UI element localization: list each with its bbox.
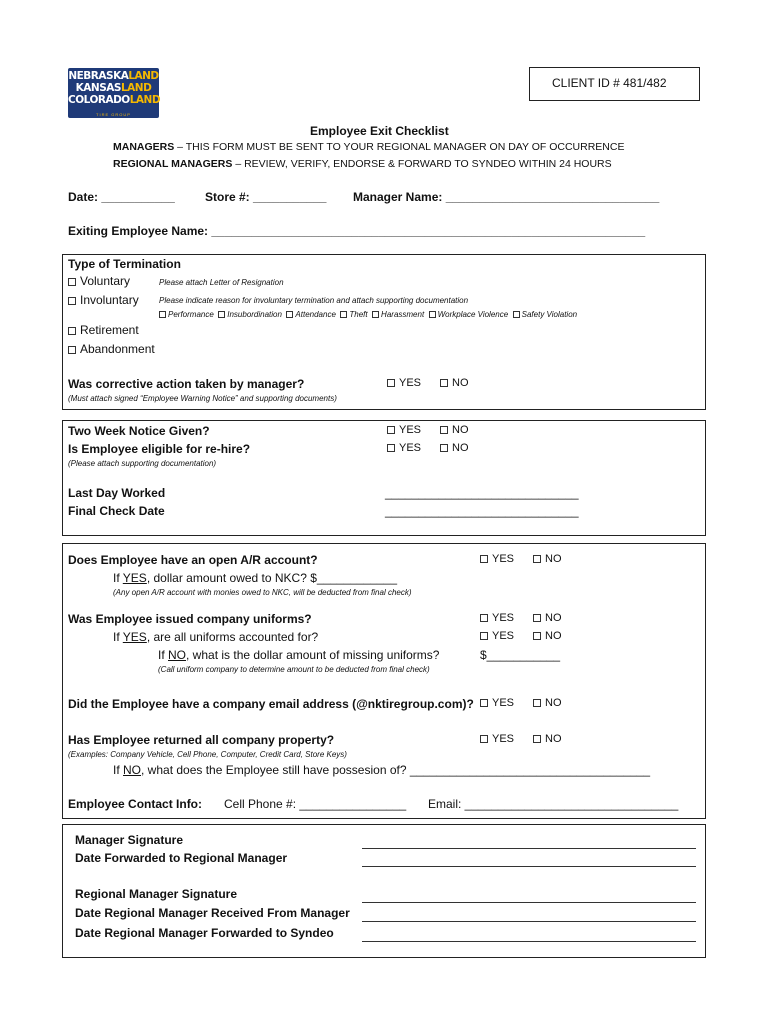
termination-title: Type of Termination <box>68 257 181 271</box>
email-yes[interactable]: YES <box>480 697 514 709</box>
checkbox-icon <box>440 444 448 452</box>
final-check-label: Final Check Date <box>68 504 165 518</box>
ar-no[interactable]: NO <box>533 553 562 565</box>
contact-label: Employee Contact Info: <box>68 797 203 811</box>
missing-uniforms-question: If NO, what is the dollar amount of missing uniforms? <box>158 648 440 662</box>
rehire-note: (Please attach supporting documentation) <box>68 459 217 468</box>
reason-theft[interactable]: Theft <box>340 310 367 319</box>
manager-signature-line[interactable] <box>362 848 696 849</box>
rehire-question: Is Employee eligible for re-hire? <box>68 442 251 456</box>
exiting-employee-field[interactable]: Exiting Employee Name: _________________________________________________________________ <box>68 224 646 238</box>
two-week-yes[interactable]: YES <box>387 424 421 436</box>
property-question: Has Employee returned all company property? <box>68 733 335 747</box>
date-received-line[interactable] <box>362 921 696 922</box>
involuntary-option[interactable]: Involuntary <box>68 293 139 307</box>
possesion-field[interactable]: If NO, what does the Employee still have possesion of? ____________________________________ <box>113 763 651 777</box>
ar-yes[interactable]: YES <box>480 553 514 565</box>
client-id: CLIENT ID # 481/482 <box>552 76 667 90</box>
checkbox-icon <box>533 614 541 622</box>
checkbox-icon <box>480 614 488 622</box>
missing-uniforms-note: (Call uniform company to determine amount to be deducted from final check) <box>158 665 430 674</box>
two-week-no[interactable]: NO <box>440 424 469 436</box>
corrective-yes[interactable]: YES <box>387 377 421 389</box>
reason-safety-violation[interactable]: Safety Violation <box>513 310 577 319</box>
company-logo <box>68 68 159 118</box>
regional-signature-line[interactable] <box>362 902 696 903</box>
reason-performance[interactable]: Performance <box>159 310 214 319</box>
involuntary-reasons <box>159 310 577 319</box>
checkbox-icon <box>387 379 395 387</box>
logo-line-3: COLORADOLAND <box>68 94 161 106</box>
checkbox-icon <box>340 311 347 318</box>
checkbox-icon <box>440 426 448 434</box>
manager-name-field[interactable]: Manager Name: ________________________________ <box>353 190 660 204</box>
regional-notice: REGIONAL MANAGERS – REVIEW, VERIFY, ENDORSE & FORWARD TO SYNDEO WITHIN 24 HOURS <box>113 158 612 170</box>
client-id-box <box>529 67 700 101</box>
reason-harassment[interactable]: Harassment <box>372 310 424 319</box>
uniform-question: Was Employee issued company uniforms? <box>68 612 312 626</box>
checkbox-icon <box>440 379 448 387</box>
uniform-accounted-no[interactable]: NO <box>533 630 562 642</box>
managers-notice: MANAGERS – THIS FORM MUST BE SENT TO YOUR REGIONAL MANAGER ON DAY OF OCCURRENCE <box>113 141 625 153</box>
rehire-yes[interactable]: YES <box>387 442 421 454</box>
contact-email-field[interactable]: Email: ________________________________ <box>428 797 679 811</box>
ar-amount-field[interactable]: If YES, dollar amount owed to NKC? $____________ <box>113 571 397 585</box>
final-check-field[interactable]: _____________________________ <box>385 504 579 518</box>
ar-question: Does Employee have an open A/R account? <box>68 553 318 567</box>
date-syndeo-line[interactable] <box>362 941 696 942</box>
date-forwarded-line[interactable] <box>362 866 696 867</box>
property-no[interactable]: NO <box>533 733 562 745</box>
corrective-question: Was corrective action taken by manager? <box>68 377 305 391</box>
date-syndeo-label: Date Regional Manager Forwarded to Syndeo <box>75 926 334 940</box>
checkbox-icon <box>218 311 225 318</box>
logo-subtitle: TIRE GROUP <box>96 112 131 117</box>
checkbox-icon <box>480 555 488 563</box>
checkbox-icon <box>286 311 293 318</box>
reason-workplace-violence[interactable]: Workplace Violence <box>429 310 509 319</box>
last-day-label: Last Day Worked <box>68 486 166 500</box>
checkbox-icon <box>387 426 395 434</box>
checkbox-icon <box>480 632 488 640</box>
checkbox-icon <box>533 632 541 640</box>
checkbox-icon <box>68 346 76 354</box>
date-received-label: Date Regional Manager Received From Manager <box>75 906 350 920</box>
checkbox-icon <box>387 444 395 452</box>
missing-uniforms-amount[interactable]: $___________ <box>480 648 561 662</box>
voluntary-note: Please attach Letter of Resignation <box>159 278 284 287</box>
checkbox-icon <box>533 699 541 707</box>
property-note: (Examples: Company Vehicle, Cell Phone, Computer, Credit Card, Store Keys) <box>68 750 347 759</box>
store-field[interactable]: Store #: ___________ <box>205 190 327 204</box>
email-no[interactable]: NO <box>533 697 562 709</box>
last-day-field[interactable]: _____________________________ <box>385 486 579 500</box>
checkbox-icon <box>372 311 379 318</box>
uniform-accounted-yes[interactable]: YES <box>480 630 514 642</box>
logo-line-2: KANSASLAND <box>75 82 152 94</box>
checkbox-icon <box>68 327 76 335</box>
checkbox-icon <box>68 297 76 305</box>
page-title: Employee Exit Checklist <box>310 124 449 138</box>
two-week-question: Two Week Notice Given? <box>68 424 210 438</box>
uniform-accounted-question: If YES, are all uniforms accounted for? <box>113 630 319 644</box>
involuntary-note: Please indicate reason for involuntary termination and attach supporting documentation <box>159 296 469 305</box>
manager-signature-label: Manager Signature <box>75 833 184 847</box>
voluntary-option[interactable]: Voluntary <box>68 274 130 288</box>
corrective-no[interactable]: NO <box>440 377 469 389</box>
checkbox-icon <box>533 735 541 743</box>
uniform-yes[interactable]: YES <box>480 612 514 624</box>
checkbox-icon <box>480 735 488 743</box>
checkbox-icon <box>429 311 436 318</box>
property-yes[interactable]: YES <box>480 733 514 745</box>
uniform-no[interactable]: NO <box>533 612 562 624</box>
retirement-option[interactable]: Retirement <box>68 323 139 337</box>
date-forwarded-label: Date Forwarded to Regional Manager <box>75 851 288 865</box>
logo-line-1: NEBRASKALAND <box>68 70 159 82</box>
corrective-note: (Must attach signed “Employee Warning Notice” and supporting documents) <box>68 394 337 403</box>
cell-phone-field[interactable]: Cell Phone #: ________________ <box>224 797 407 811</box>
reason-insubordination[interactable]: Insubordination <box>218 310 282 319</box>
checkbox-icon <box>513 311 520 318</box>
abandonment-option[interactable]: Abandonment <box>68 342 155 356</box>
checkbox-icon <box>480 699 488 707</box>
checkbox-icon <box>159 311 166 318</box>
checkbox-icon <box>68 278 76 286</box>
checkbox-icon <box>533 555 541 563</box>
ar-note: (Any open A/R account with monies owed to NKC, will be deducted from final check) <box>113 588 412 597</box>
rehire-no[interactable]: NO <box>440 442 469 454</box>
email-question: Did the Employee have a company email address (@nktiregroup.com)? <box>68 697 474 711</box>
reason-attendance[interactable]: Attendance <box>286 310 335 319</box>
regional-signature-label: Regional Manager Signature <box>75 887 238 901</box>
date-field[interactable]: Date: ___________ <box>68 190 175 204</box>
